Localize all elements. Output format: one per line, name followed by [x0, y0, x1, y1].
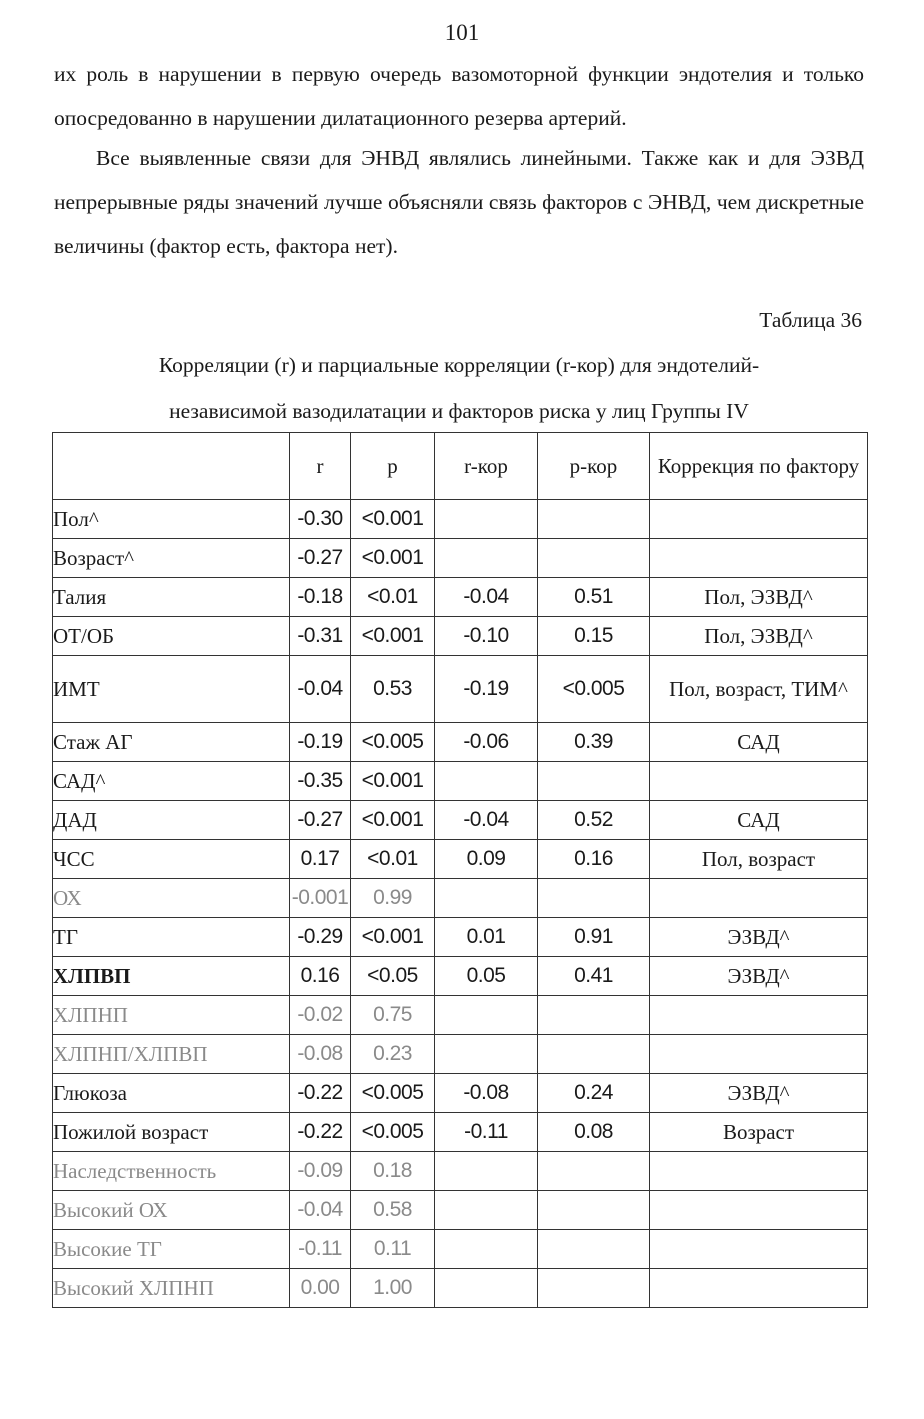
row-p-cor	[538, 1191, 650, 1230]
table-row	[53, 1113, 868, 1152]
row-p-cor: 0.08	[538, 1113, 650, 1152]
row-r: -0.35	[290, 762, 351, 801]
table-row	[53, 1035, 868, 1074]
table-row	[53, 1230, 868, 1269]
row-factor: Наследственность	[53, 1152, 290, 1191]
row-factor: ИМТ	[53, 656, 290, 723]
row-correction	[650, 996, 868, 1035]
row-factor: ОХ	[53, 879, 290, 918]
row-correction: Пол, возраст, ТИМ^	[650, 656, 868, 723]
row-p-cor: 0.52	[538, 801, 650, 840]
row-p-cor	[538, 1035, 650, 1074]
row-p: 0.58	[351, 1191, 435, 1230]
row-r-cor	[435, 500, 538, 539]
table-row	[53, 617, 868, 656]
row-correction	[650, 1191, 868, 1230]
row-factor: Глюкоза	[53, 1074, 290, 1113]
header-r-cor: r-кор	[435, 433, 538, 500]
row-p-cor	[538, 996, 650, 1035]
row-r: -0.001	[290, 879, 351, 918]
row-factor: Пол^	[53, 500, 290, 539]
table-header-row	[53, 433, 868, 500]
row-p: 0.18	[351, 1152, 435, 1191]
row-p-cor	[538, 762, 650, 801]
row-correction	[650, 879, 868, 918]
table-row	[53, 762, 868, 801]
row-p-cor: 0.41	[538, 957, 650, 996]
body-paragraph-1: их роль в нарушении в первую очередь вазомоторной функции эндотелия и только опосредованно в нарушении дилатационного резерва артерий.	[54, 62, 864, 130]
table-caption	[54, 342, 864, 434]
table-row	[53, 539, 868, 578]
table-number: Таблица 36	[759, 308, 862, 332]
row-p-cor	[538, 1230, 650, 1269]
row-r: -0.08	[290, 1035, 351, 1074]
row-p: <0.01	[351, 840, 435, 879]
row-p-cor	[538, 500, 650, 539]
row-r-cor	[435, 539, 538, 578]
row-correction	[650, 1269, 868, 1308]
row-factor: ХЛПВП	[53, 957, 290, 996]
row-r-cor: -0.06	[435, 723, 538, 762]
row-p-cor: 0.91	[538, 918, 650, 957]
row-factor: ХЛПНП/ХЛПВП	[53, 1035, 290, 1074]
table-row	[53, 918, 868, 957]
row-correction: САД	[650, 801, 868, 840]
row-p: 1.00	[351, 1269, 435, 1308]
row-correction: Пол, ЭЗВД^	[650, 617, 868, 656]
row-p: <0.001	[351, 539, 435, 578]
row-correction: Пол, ЭЗВД^	[650, 578, 868, 617]
row-r: -0.04	[290, 1191, 351, 1230]
row-factor: ТГ	[53, 918, 290, 957]
page-number: 101	[444, 20, 480, 45]
table-row	[53, 723, 868, 762]
row-p: <0.001	[351, 801, 435, 840]
header-p-cor: p-кор	[538, 433, 650, 500]
row-p-cor: 0.24	[538, 1074, 650, 1113]
table-row	[53, 1191, 868, 1230]
body-paragraph-2: Все выявленные связи для ЭНВД являлись линейными. Также как и для ЭЗВД непрерывные ряды значений лучше объясняли связь факторов с ЭНВД, чем дискретные величины (фактор есть, фактора нет).	[54, 146, 864, 258]
row-p: <0.005	[351, 1074, 435, 1113]
row-p: <0.001	[351, 762, 435, 801]
table-row	[53, 879, 868, 918]
row-correction	[650, 500, 868, 539]
row-factor: ДАД	[53, 801, 290, 840]
row-r-cor: 0.01	[435, 918, 538, 957]
correlation-table	[52, 432, 868, 1308]
row-r: -0.22	[290, 1074, 351, 1113]
table-caption-line-1: Корреляции (r) и парциальные корреляции (r-кор) для эндотелий-	[158, 353, 760, 377]
row-r: -0.30	[290, 500, 351, 539]
row-r: -0.11	[290, 1230, 351, 1269]
row-r-cor	[435, 1269, 538, 1308]
table-row	[53, 801, 868, 840]
row-r-cor	[435, 762, 538, 801]
row-correction: ЭЗВД^	[650, 918, 868, 957]
row-correction	[650, 762, 868, 801]
row-correction: Пол, возраст	[650, 840, 868, 879]
row-p: <0.001	[351, 617, 435, 656]
row-correction: ЭЗВД^	[650, 957, 868, 996]
table-row	[53, 1074, 868, 1113]
row-r-cor: 0.05	[435, 957, 538, 996]
row-p-cor	[538, 879, 650, 918]
row-r-cor: -0.11	[435, 1113, 538, 1152]
row-r: -0.18	[290, 578, 351, 617]
row-r: -0.22	[290, 1113, 351, 1152]
row-correction	[650, 1230, 868, 1269]
row-p-cor	[538, 539, 650, 578]
row-p: <0.005	[351, 1113, 435, 1152]
row-factor: ОТ/ОБ	[53, 617, 290, 656]
row-p: 0.11	[351, 1230, 435, 1269]
row-r-cor: 0.09	[435, 840, 538, 879]
row-p: <0.01	[351, 578, 435, 617]
row-p-cor: 0.15	[538, 617, 650, 656]
row-p: <0.001	[351, 500, 435, 539]
row-p: <0.005	[351, 723, 435, 762]
row-correction	[650, 1152, 868, 1191]
row-r: -0.27	[290, 801, 351, 840]
row-factor: САД^	[53, 762, 290, 801]
row-r: -0.02	[290, 996, 351, 1035]
header-p: p	[351, 433, 435, 500]
row-factor: Высокий ХЛПНП	[53, 1269, 290, 1308]
row-p: 0.23	[351, 1035, 435, 1074]
table-caption-line-2: независимой вазодилатации и факторов риска у лиц Группы IV	[169, 399, 749, 423]
header-factor	[53, 433, 290, 500]
row-p: 0.99	[351, 879, 435, 918]
table-row	[53, 957, 868, 996]
row-p: <0.001	[351, 918, 435, 957]
row-p: <0.05	[351, 957, 435, 996]
row-correction	[650, 1035, 868, 1074]
row-r-cor: -0.10	[435, 617, 538, 656]
row-factor: Стаж АГ	[53, 723, 290, 762]
row-factor: ЧСС	[53, 840, 290, 879]
row-r-cor: -0.19	[435, 656, 538, 723]
row-factor: Пожилой возраст	[53, 1113, 290, 1152]
row-r-cor	[435, 1152, 538, 1191]
row-correction: САД	[650, 723, 868, 762]
table-row	[53, 1152, 868, 1191]
row-p: 0.53	[351, 656, 435, 723]
row-r-cor	[435, 1230, 538, 1269]
table-row	[53, 996, 868, 1035]
row-r: -0.04	[290, 656, 351, 723]
row-p-cor: <0.005	[538, 656, 650, 723]
row-r: 0.00	[290, 1269, 351, 1308]
row-r: -0.29	[290, 918, 351, 957]
row-r: -0.31	[290, 617, 351, 656]
row-r-cor: -0.08	[435, 1074, 538, 1113]
row-factor: Возраст^	[53, 539, 290, 578]
row-correction: Возраст	[650, 1113, 868, 1152]
table-row	[53, 1269, 868, 1308]
header-correction: Коррекция по фактору	[650, 433, 868, 500]
row-p-cor: 0.16	[538, 840, 650, 879]
row-r-cor: -0.04	[435, 801, 538, 840]
row-r: -0.19	[290, 723, 351, 762]
row-correction	[650, 539, 868, 578]
header-r: r	[290, 433, 351, 500]
row-p-cor	[538, 1269, 650, 1308]
row-r: 0.16	[290, 957, 351, 996]
table-row	[53, 578, 868, 617]
row-factor: Талия	[53, 578, 290, 617]
row-r: -0.27	[290, 539, 351, 578]
row-factor: Высокий ОХ	[53, 1191, 290, 1230]
row-correction: ЭЗВД^	[650, 1074, 868, 1113]
row-factor: ХЛПНП	[53, 996, 290, 1035]
row-p-cor: 0.39	[538, 723, 650, 762]
row-r-cor: -0.04	[435, 578, 538, 617]
row-r: -0.09	[290, 1152, 351, 1191]
row-factor: Высокие ТГ	[53, 1230, 290, 1269]
table-row	[53, 840, 868, 879]
row-r: 0.17	[290, 840, 351, 879]
row-p-cor: 0.51	[538, 578, 650, 617]
row-r-cor	[435, 1035, 538, 1074]
table-body	[53, 500, 868, 1308]
row-r-cor	[435, 996, 538, 1035]
row-r-cor	[435, 879, 538, 918]
row-p-cor	[538, 1152, 650, 1191]
row-p: 0.75	[351, 996, 435, 1035]
row-r-cor	[435, 1191, 538, 1230]
table-row	[53, 500, 868, 539]
table-row	[53, 656, 868, 723]
